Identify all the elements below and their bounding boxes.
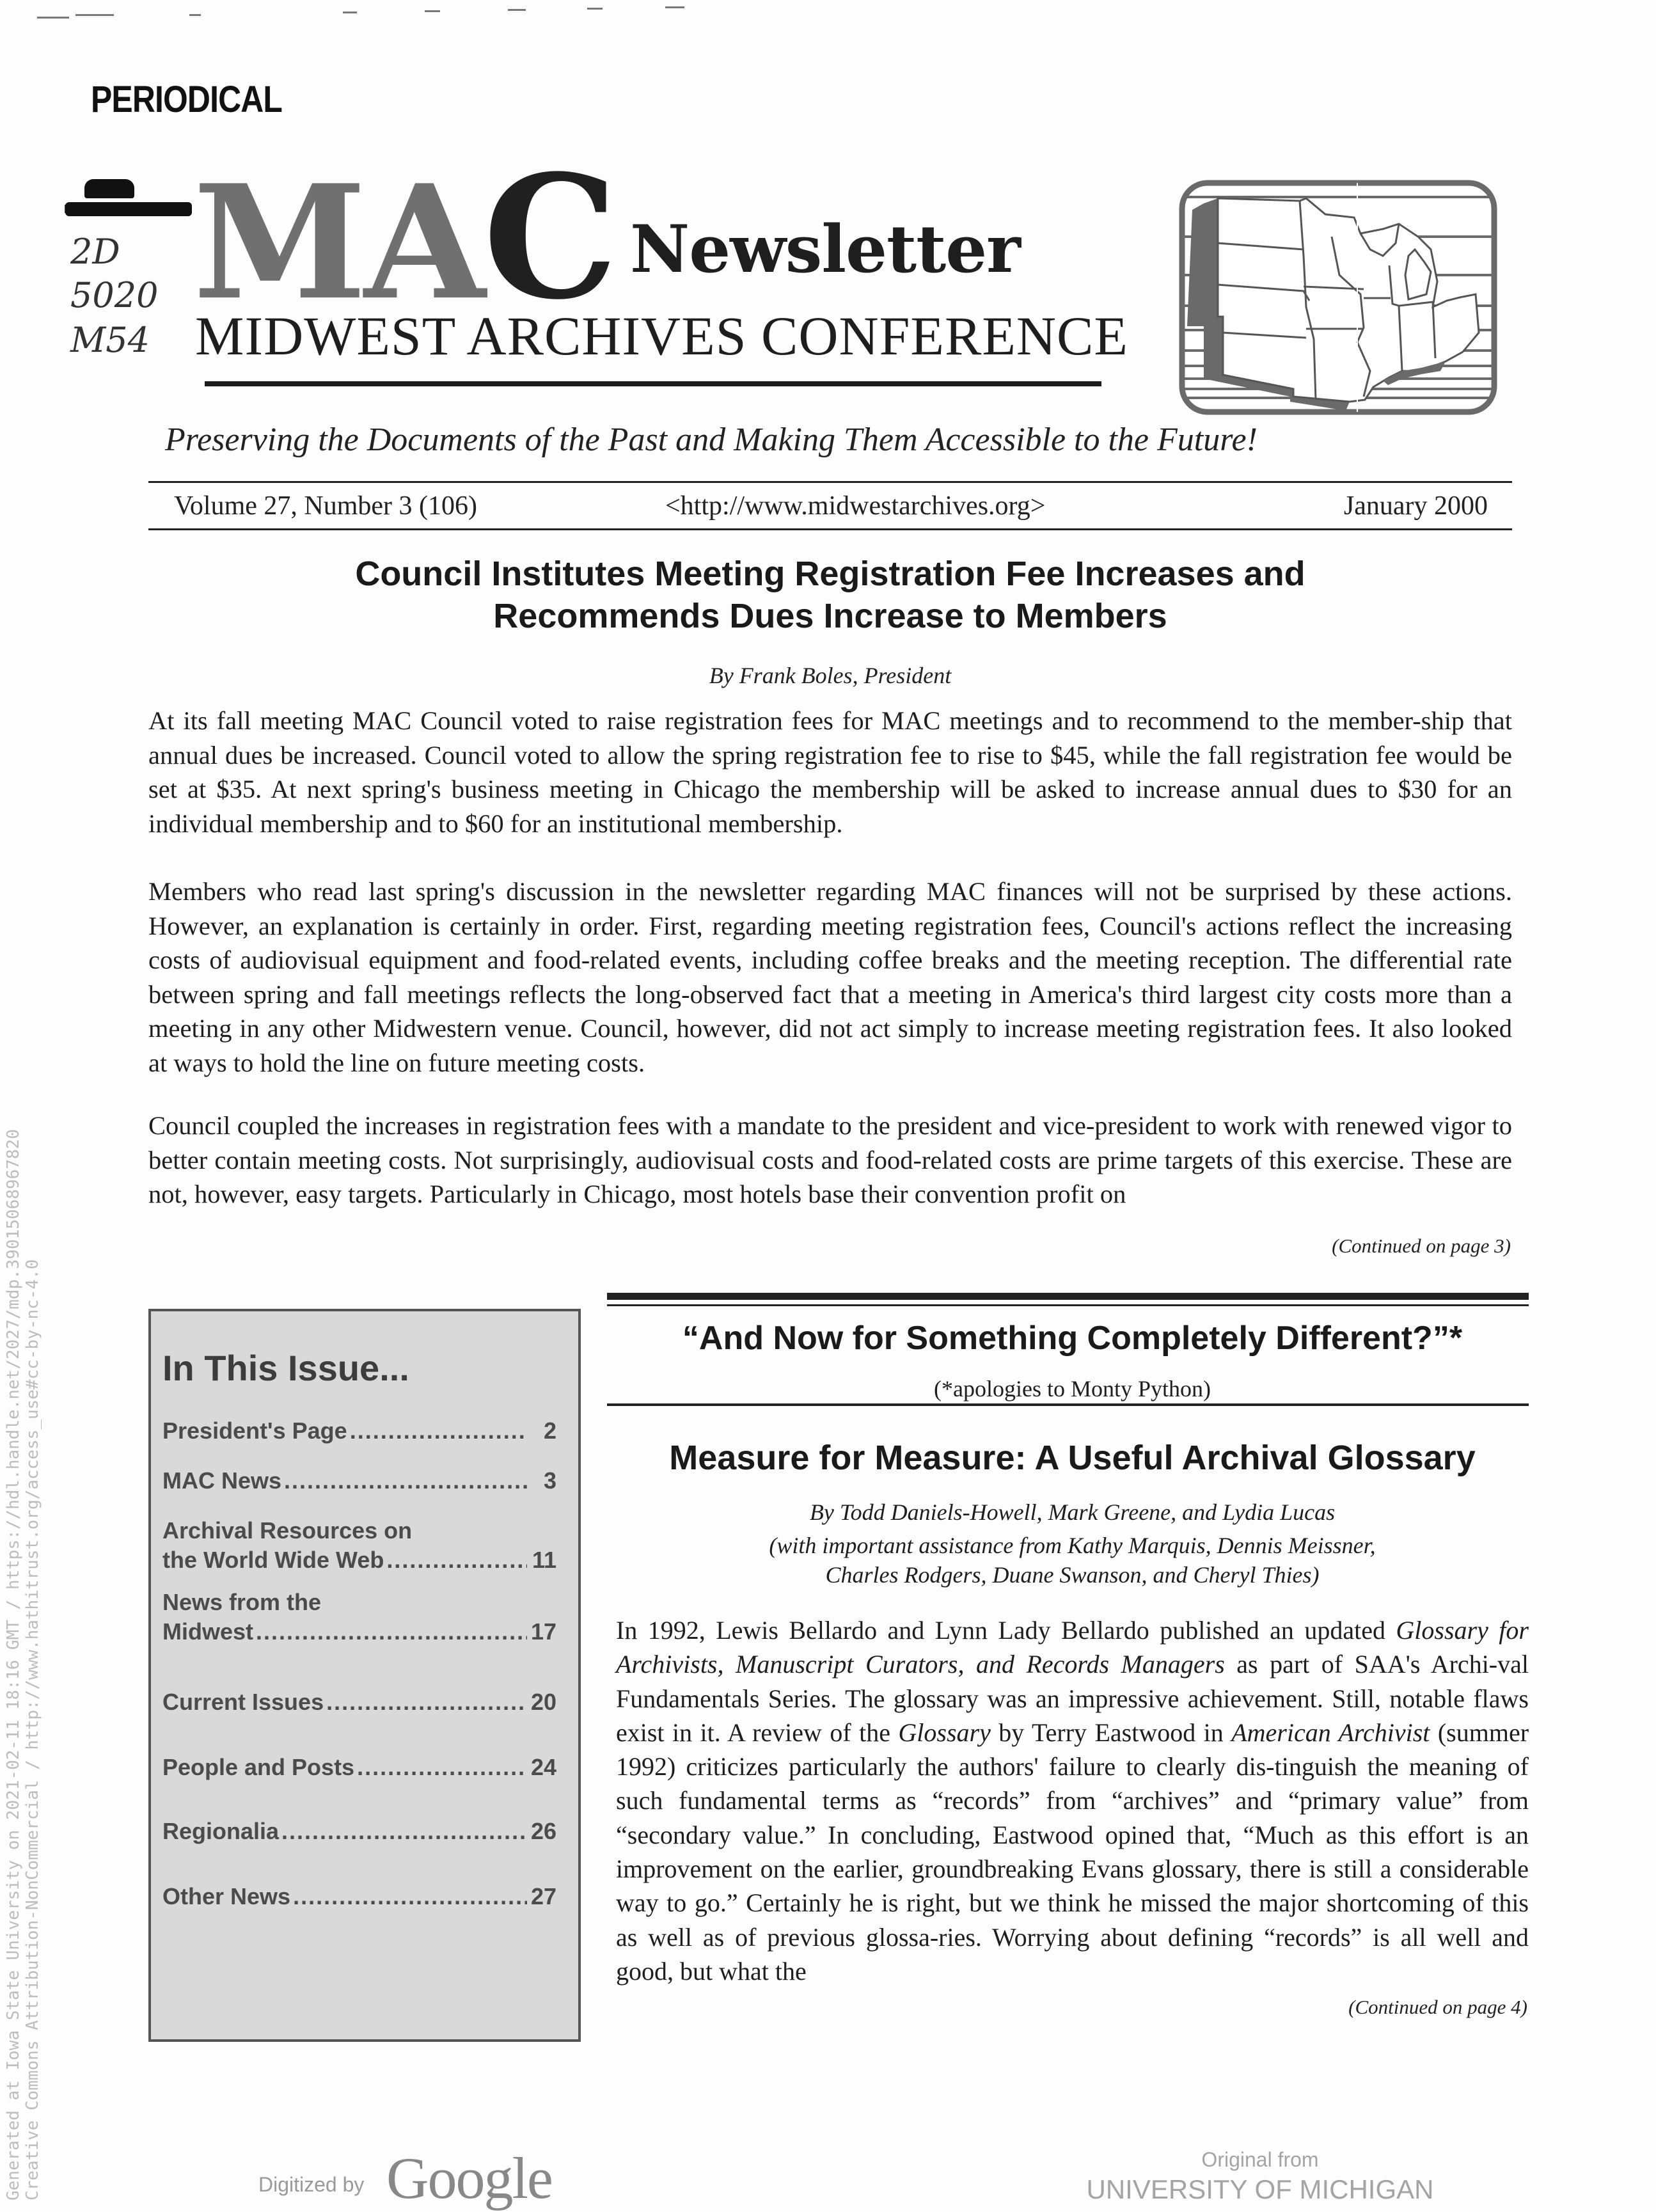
leader-dots xyxy=(326,1687,527,1717)
newsletter-title: Newsletter xyxy=(630,211,1020,288)
handwritten-callnumber-line: M54 xyxy=(70,320,150,360)
body-text: by Terry Eastwood in xyxy=(990,1718,1232,1747)
toc-item[interactable] xyxy=(162,1687,556,1717)
section-rule-thin xyxy=(607,1403,1529,1406)
kicker-note: (*apologies to Monty Python) xyxy=(934,1376,1211,1402)
toc-page-number: 2 xyxy=(543,1418,556,1444)
headline-line: Recommends Dues Increase to Members xyxy=(493,597,1167,635)
section-rule-thin xyxy=(607,1304,1529,1306)
lead-article-headline xyxy=(148,553,1512,637)
scan-artifact xyxy=(189,14,201,16)
book-title: Glossary xyxy=(898,1718,991,1747)
leader-dots xyxy=(293,1882,527,1911)
scan-artifact xyxy=(343,12,357,13)
book-title: Glossary for Archivists, Manuscript Curators, and Records Managers xyxy=(616,1616,1529,1679)
toc-item[interactable] xyxy=(162,1588,556,1647)
website-link[interactable]: <http://www.midwestarchives.org> xyxy=(665,491,1046,521)
mac-logo xyxy=(193,138,619,337)
headline-line: Council Institutes Meeting Registration Fee Increases and xyxy=(355,555,1305,593)
watermark-generated: Generated at Iowa State University on 2021-02-11 18:16 GMT / https://hdl.handle.net/2027/mdp.39015068967820 xyxy=(4,1129,23,2200)
scan-artifact xyxy=(508,9,526,11)
toc-page-number: 26 xyxy=(530,1818,556,1844)
lead-article-paragraph: At its fall meeting MAC Council voted to raise registration fees for MAC meetings and to recommend to the member-ship that annual dues be increased. Council voted to allow the spring registration fee to rise to $45, while the fall registration fee would be set at $35. At next spring's business meeting in Chicago the membership will be asked to increase annual dues to $30 for an individual membership and to $60 for an institutional membership. xyxy=(148,706,1512,838)
toc-page-number: 11 xyxy=(532,1547,556,1573)
body-text: (summer 1992) criticizes particularly the authors' failure to clearly dis-tinguish the meaning of such fundamental terms as “records” from “archives” and “primary value” from “secondary value.” In concluding, Eastwood opined that, “Much as this effort is an improvement on the earlier, groundbreaking Evans glossary, there is still a considerable way to go.” Certainly he is right, but we think he missed the major shortcoming of this as well as of previous glossa-ries. Worrying about defining “records” is all well and good, but what the xyxy=(616,1718,1529,1986)
google-logo: Google xyxy=(386,2145,552,2211)
scan-artifact xyxy=(425,10,440,12)
body-text: as part of SAA's Archi-val Fundamentals Series. The glossary was an impressive achievement. Still, notable flaws exist in it. A review of the xyxy=(616,1650,1529,1747)
midwest-map-icon xyxy=(1178,179,1498,416)
journal-title: American Archivist xyxy=(1231,1718,1430,1747)
scan-artifact xyxy=(587,8,603,10)
second-article-assistance: Charles Rodgers, Duane Swanson, and Cheryl Thies) xyxy=(825,1562,1320,1588)
toc-item[interactable] xyxy=(162,1882,556,1911)
toc-item-label: Regionalia xyxy=(162,1818,280,1844)
toc-item-label: President's Page xyxy=(162,1418,347,1444)
section-rule-thick xyxy=(607,1293,1529,1300)
second-article-assistance: (with important assistance from Kathy Marquis, Dennis Meissner, xyxy=(769,1533,1376,1558)
toc-item-label: Other News xyxy=(162,1883,291,1909)
toc-item-label: the World Wide Web xyxy=(162,1547,384,1573)
handwritten-callnumber-line: 5020 xyxy=(70,275,159,315)
lead-article-byline: By Frank Boles, President xyxy=(709,663,952,688)
leader-dots xyxy=(256,1617,527,1647)
mac-logo-letter-dark: C xyxy=(483,138,619,337)
masthead-rule xyxy=(205,381,1101,386)
toc-item-label: Midwest xyxy=(162,1618,254,1645)
leader-dots xyxy=(350,1416,527,1446)
toc-item-label-line: News from the xyxy=(162,1589,322,1615)
lead-article-paragraph: Council coupled the increases in registration fees with a mandate to the president and vice-president to work with renewed vigor to better contain meeting costs. Not surprisingly, audiovisual costs and food-related costs are prime targets of this exercise. These are not, however, easy targets. Particularly in Chicago, most hotels base their convention profit on xyxy=(148,1111,1512,1208)
continued-note: (Continued on page 4) xyxy=(1348,1996,1527,2018)
issue-info-bar xyxy=(148,484,1512,529)
toc-item[interactable] xyxy=(162,1516,556,1575)
toc-page-number: 20 xyxy=(530,1689,556,1715)
toc-item-label: MAC News xyxy=(162,1467,282,1494)
issue-rule-top xyxy=(148,481,1512,483)
redaction-mark xyxy=(65,202,192,216)
kicker-headline: “And Now for Something Completely Different?”* xyxy=(682,1320,1463,1357)
in-this-issue-box xyxy=(148,1309,581,2042)
toc-page-number: 3 xyxy=(543,1467,556,1494)
scan-artifact xyxy=(665,6,684,8)
scan-artifact xyxy=(75,14,114,16)
original-from-credit xyxy=(1081,2148,1439,2205)
second-article-paragraph xyxy=(616,1613,1529,1988)
periodical-stamp: PERIODICAL xyxy=(91,79,283,120)
toc-item[interactable] xyxy=(162,1817,556,1846)
toc-page-number: 27 xyxy=(530,1883,556,1909)
issue-date: January 2000 xyxy=(1343,491,1488,521)
leader-dots xyxy=(281,1817,527,1846)
original-from-label: Original from xyxy=(1201,2148,1319,2171)
toc-page-number: 24 xyxy=(530,1754,556,1780)
leader-dots xyxy=(284,1466,527,1496)
scan-artifact xyxy=(37,17,69,19)
mac-logo-letters-gray: MA xyxy=(193,150,484,335)
second-article-title: Measure for Measure: A Useful Archival Glossary xyxy=(669,1439,1476,1477)
redacted-stamp-letter: B xyxy=(64,203,72,216)
organization-name: MIDWEST ARCHIVES CONFERENCE xyxy=(195,305,1128,367)
second-article-byline: By Todd Daniels-Howell, Mark Greene, and Lydia Lucas xyxy=(809,1499,1336,1525)
digitized-by-label: Digitized by xyxy=(258,2173,365,2196)
toc-item-label: Current Issues xyxy=(162,1689,324,1715)
university-name: UNIVERSITY OF MICHIGAN xyxy=(1086,2174,1434,2204)
toc-item-label: People and Posts xyxy=(162,1754,355,1780)
issue-rule-bottom xyxy=(148,528,1512,530)
masthead-tagline: Preserving the Documents of the Past and Making Them Accessible to the Future! xyxy=(165,422,1258,458)
toc-item[interactable] xyxy=(162,1416,556,1446)
leader-dots xyxy=(386,1545,527,1575)
lead-article-paragraph: Members who read last spring's discussion in the newsletter regarding MAC finances will not be surprised by these actions. However, an explanation is certainly in order. First, regarding meeting registration fees, Council's actions reflect the increasing costs of audiovisual equipment and food-related events, including coffee breaks and the meeting reception. The differential rate between spring and fall meetings reflects the long-observed fact that a meeting in America's third largest city costs more than a meeting in any other Midwestern venue. Council, however, did not act simply to increase meeting registration fees. It also looked at ways to hold the line on future meeting costs. xyxy=(148,877,1512,1077)
toc-item[interactable] xyxy=(162,1753,556,1782)
in-this-issue-title: In This Issue... xyxy=(162,1348,409,1388)
issue-volume: Volume 27, Number 3 (106) xyxy=(174,491,477,521)
leader-dots xyxy=(357,1753,527,1782)
toc-item[interactable] xyxy=(162,1466,556,1496)
toc-page-number: 17 xyxy=(530,1618,556,1645)
continued-note: (Continued on page 3) xyxy=(1332,1235,1511,1257)
handwritten-callnumber-line: 2D xyxy=(70,232,120,272)
redaction-mark xyxy=(84,179,134,198)
watermark-license: Creative Commons Attribution-NonCommercial / http://www.hathitrust.org/access_use#cc-by-nc-4.0 xyxy=(23,1259,42,2200)
body-text: In 1992, Lewis Bellardo and Lynn Lady Bellardo published an updated xyxy=(616,1616,1396,1645)
toc-item-label-line: Archival Resources on xyxy=(162,1517,413,1544)
